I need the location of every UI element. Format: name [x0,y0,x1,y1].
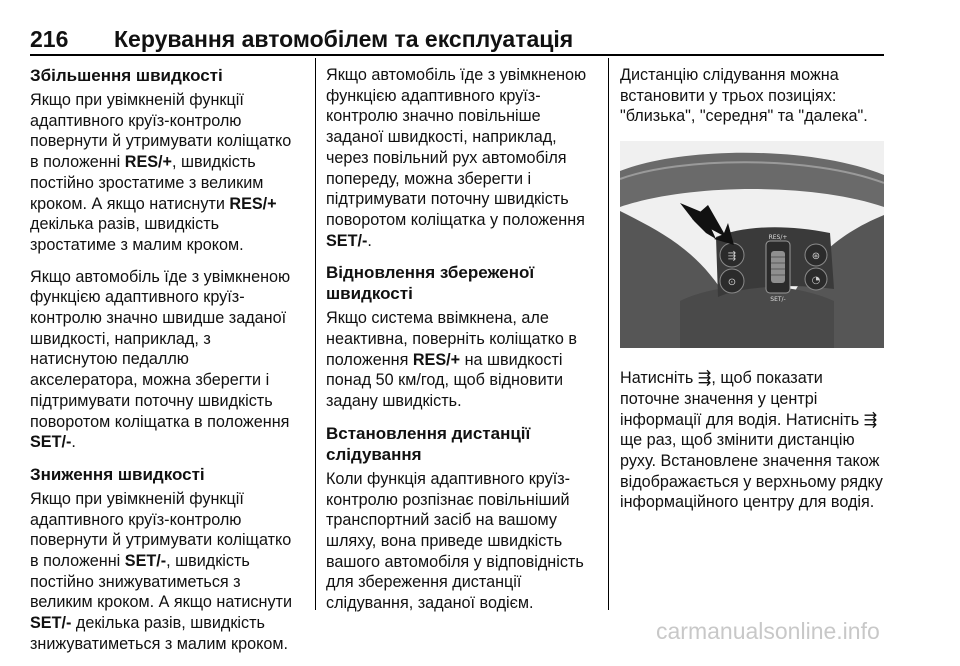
text-line: неактивна, поверніть коліщатко в [326,330,577,349]
page-header [30,26,884,56]
text-line: руху. Встановлене значення також [620,451,880,470]
text-span: , щоб показати [711,369,823,388]
column-1 [30,65,310,666]
text-line: через повільний рух автомобіля [326,148,567,167]
text-line [620,410,890,431]
text-line: підтримувати поточну швидкість [30,391,273,410]
text-line: встановити у трьох позиціях: [620,86,837,105]
set-label: SET/- [770,296,786,304]
text-line: великим кроком. А якщо натиснути [30,593,293,612]
paragraph [30,489,310,655]
section-title: Зниження швидкості [30,464,205,484]
text-span: на швидкості [460,350,563,369]
limiter-icon: ◔ [811,275,821,287]
text-span: Натисніть [620,369,698,388]
cruise-icon: ⊙ [727,277,737,289]
page-number: 216 [30,26,69,52]
text-line [30,551,310,572]
section-title [326,262,603,304]
control-label: RES/+ [124,153,173,172]
text-span: . [367,231,372,250]
text-line: функцією адаптивного круїз- [326,86,541,105]
text-line: "близька", "середня" та "далека". [620,107,868,126]
control-label: SET/- [124,552,167,571]
text-span: інформації для водія. Натисніть [620,410,864,429]
paragraph [326,469,603,614]
paragraph [326,65,603,251]
column-2 [326,65,603,625]
text-line: заданої швидкості, наприклад, [326,128,557,147]
text-line [30,432,310,453]
column-3 [620,65,890,524]
text-line [326,231,603,252]
title-line: швидкості [326,284,413,304]
text-line: слідування, заданої водієм. [326,594,534,613]
text-span: в положенні [30,552,125,571]
text-line: транспортний засіб на вашому [326,511,557,530]
text-line [30,194,310,215]
distance-icon: ⇶ [727,251,737,263]
text-line: шляху, вона приведе швидкість [326,531,563,550]
control-label: SET/- [30,614,72,633]
distance-setting-icon: ⇶ [697,369,712,388]
text-line: знижуватиметься з малим кроком. [30,634,288,653]
text-line: Якщо автомобіль їде з увімкненою [30,267,291,286]
text-line [30,152,310,173]
text-span: . [71,433,76,452]
text-line: адаптивного круїз-контролю [30,510,242,529]
text-line: функцією адаптивного круїз- [30,288,245,307]
text-line: повернути й утримувати коліщатко [30,531,292,550]
column-divider [608,58,609,610]
distance-setting-icon: ⇶ [863,410,878,429]
text-line: інформаційного центру для водія. [620,493,875,512]
text-line: відображається у верхньому рядку [620,472,883,491]
text-line: постійно зростатиме з великим [30,173,264,192]
column-divider [315,58,316,610]
text-line: для збереження дистанції [326,573,522,592]
text-line: підтримувати поточну швидкість [326,190,569,209]
text-span: , швидкість [166,552,250,571]
paragraph [620,368,890,513]
control-label: RES/+ [412,350,461,369]
text-span: в положенні [30,153,125,172]
text-span: , швидкість [172,153,256,172]
control-label: SET/- [326,231,368,250]
paragraph [620,65,890,127]
title-line: Встановлення дистанції [326,423,531,443]
text-line: Якщо автомобіль їде з увімкненою [326,66,587,84]
header-rule [30,54,884,56]
watermark: carmanualsonline.info [656,618,880,644]
text-line [620,368,890,389]
page-title: Керування автомобілем та експлуатація [114,26,574,52]
text-line [326,350,603,371]
text-line: попереду, можна зберегти і [326,169,532,188]
text-line: Якщо система ввімкнена, але [326,309,549,328]
text-line: поворотом коліщатка в положення [30,412,290,431]
paragraph [30,267,310,453]
text-line: натиснутою педаллю [30,350,189,369]
text-line: швидкості, наприклад, з [30,329,211,348]
mode-icon: ⊛ [811,251,821,263]
paragraph [30,90,310,256]
text-span: кроком. А якщо натиснути [30,194,230,213]
text-line: зростатиме з малим кроком. [30,235,244,254]
text-line: контролю значно повільніше [326,107,541,126]
text-line: контролю розпізнає повільніший [326,490,570,509]
text-line: понад 50 км/год, щоб відновити [326,371,564,390]
text-span: декілька разів, швидкість [71,614,265,633]
res-label: RES/+ [768,234,788,242]
section-title [326,423,603,465]
steering-wheel-illustration [620,141,884,348]
text-line [30,613,310,634]
text-line: декілька разів, швидкість [30,215,220,234]
text-line: акселератора, можна зберегти і [30,371,270,390]
text-line: вашого автомобіля у відповідність [326,552,584,571]
title-line: Відновлення збереженої [326,263,535,283]
paragraph [326,308,603,412]
text-span: положення [326,350,413,369]
control-label: RES/+ [229,194,277,213]
text-line: ще раз, щоб змінити дистанцію [620,431,855,450]
text-line: Дистанцію слідування можна [620,66,839,84]
text-line: задану швидкість. [326,392,462,411]
title-line: слідування [326,444,422,464]
text-line: поворотом коліщатка у положення [326,210,585,229]
section-title: Збільшення швидкості [30,66,223,85]
text-line: поточне значення у центрі [620,389,818,408]
text-line: Якщо при увімкненій функції [30,489,244,508]
text-line: Якщо при увімкненій функції [30,91,244,109]
control-label: SET/- [30,433,72,452]
text-line: адаптивного круїз-контролю [30,111,242,130]
text-line: Коли функція адаптивного круїз- [326,469,571,488]
text-line: постійно знижуватиметься з [30,572,241,591]
text-line: повернути й утримувати коліщатко [30,132,292,151]
text-line: контролю значно швидше заданої [30,309,287,328]
